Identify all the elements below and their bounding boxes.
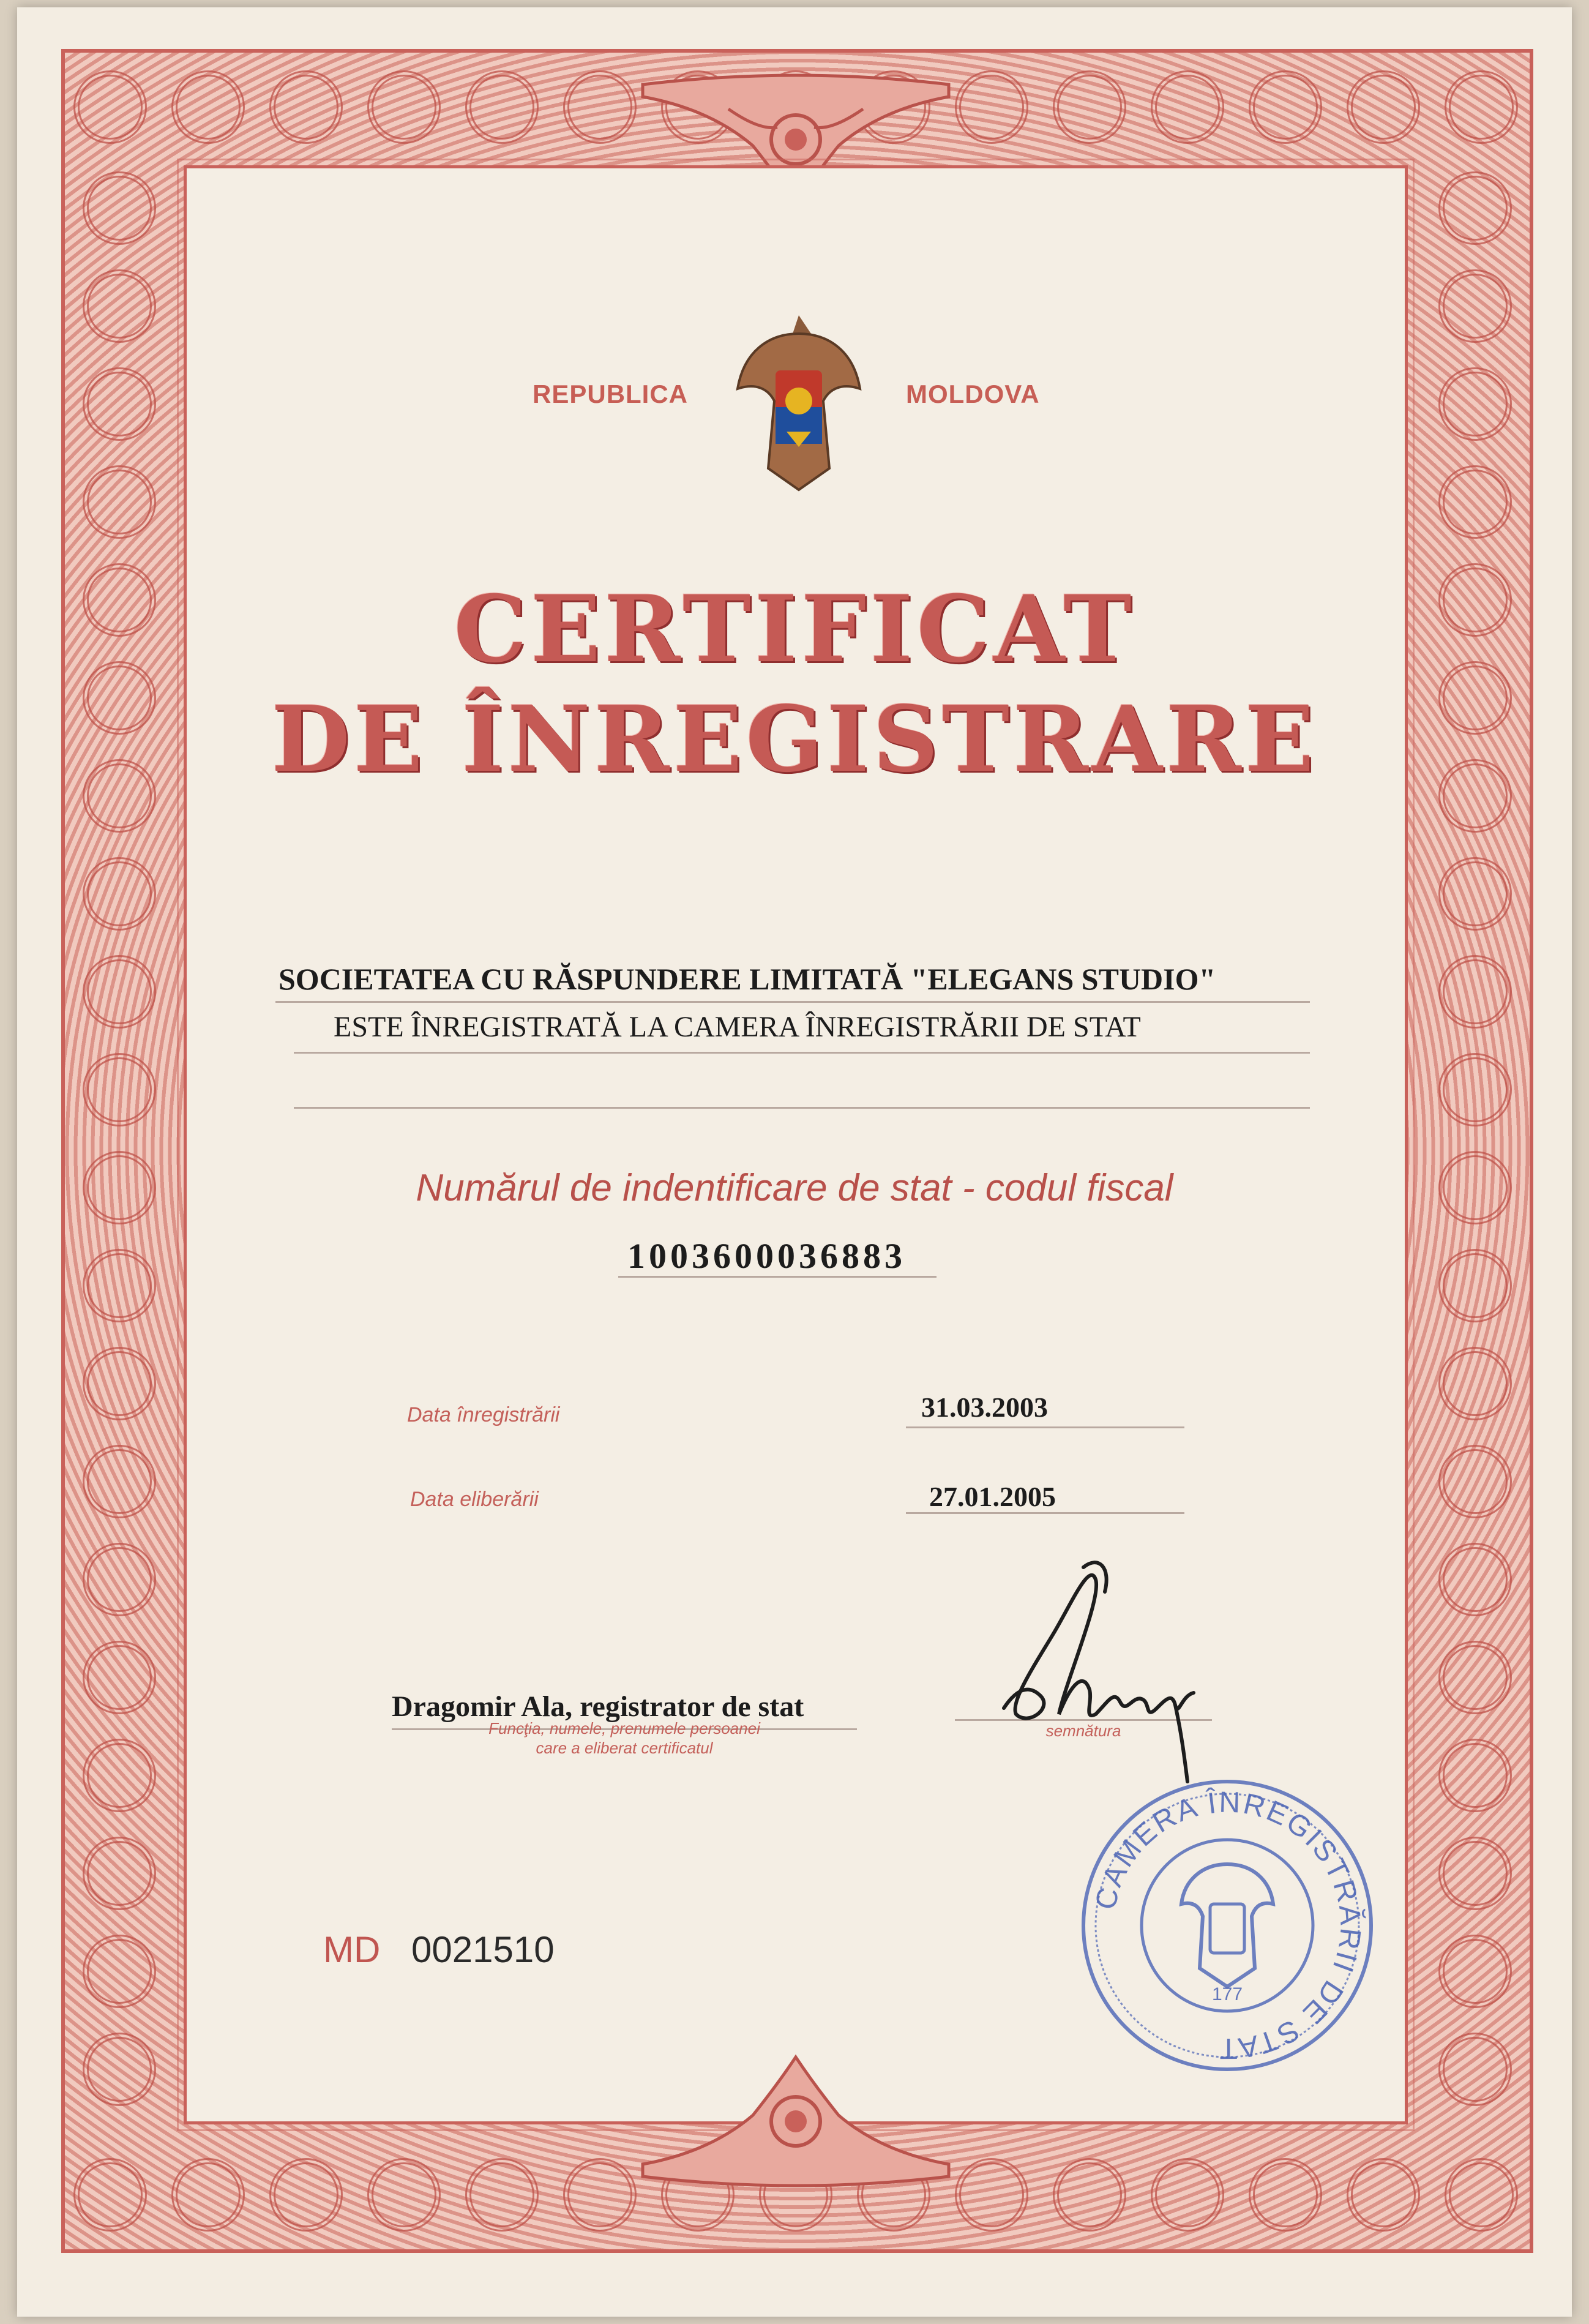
handwritten-signature	[992, 1543, 1218, 1788]
issue-date-underline	[906, 1512, 1184, 1514]
issue-date-label: Data eliberării	[410, 1488, 539, 1511]
certificate-title-line1: CERTIFICAT	[454, 575, 1135, 683]
seal-number: 177	[1211, 1984, 1243, 2004]
signature-caption: semnătura	[1045, 1722, 1121, 1740]
registrar-caption-line1: Funcţia, numele, prenumele persoanei	[488, 1719, 760, 1737]
registration-date-underline	[906, 1426, 1184, 1428]
blank-underline	[294, 1107, 1310, 1109]
bottom-crest-ornament	[637, 2048, 955, 2189]
registration-date-label: Data înregistrării	[407, 1403, 560, 1426]
id-number-label: Numărul de indentificare de stat - codul fiscal	[416, 1167, 1173, 1209]
moldova-emblem-icon	[731, 309, 866, 493]
issue-date-value: 27.01.2005	[929, 1481, 1056, 1512]
company-name: SOCIETATEA CU RĂSPUNDERE LIMITATĂ "ELEGANS STUDIO"	[279, 962, 1216, 996]
svg-text:CAMERA ÎNREGISTRĂRII DE STAT	[1090, 1786, 1367, 2064]
serial-number: 0021510	[411, 1929, 555, 1970]
country-right: MOLDOVA	[906, 380, 1040, 408]
id-number-value: 1003600036883	[627, 1236, 906, 1276]
country-left: REPUBLICA	[533, 380, 689, 408]
statement-underline	[294, 1052, 1310, 1054]
serial-prefix: MD	[323, 1929, 381, 1970]
company-underline	[275, 1001, 1310, 1003]
seal-text: CAMERA ÎNREGISTRĂRII DE STAT	[1089, 1786, 1367, 2065]
official-stamp-seal	[1074, 1772, 1380, 2078]
registrar-name: Dragomir Ala, registrator de stat	[392, 1690, 804, 1723]
registration-statement: ESTE ÎNREGISTRATĂ LA CAMERA ÎNREGISTRĂRII DE STAT	[334, 1011, 1141, 1043]
registration-date-value: 31.03.2003	[921, 1392, 1048, 1423]
certificate-title-line2: DE ÎNREGISTRARE	[271, 686, 1318, 792]
registrar-caption-line2: care a eliberat certificatul	[536, 1739, 713, 1757]
id-number-underline	[618, 1276, 937, 1278]
